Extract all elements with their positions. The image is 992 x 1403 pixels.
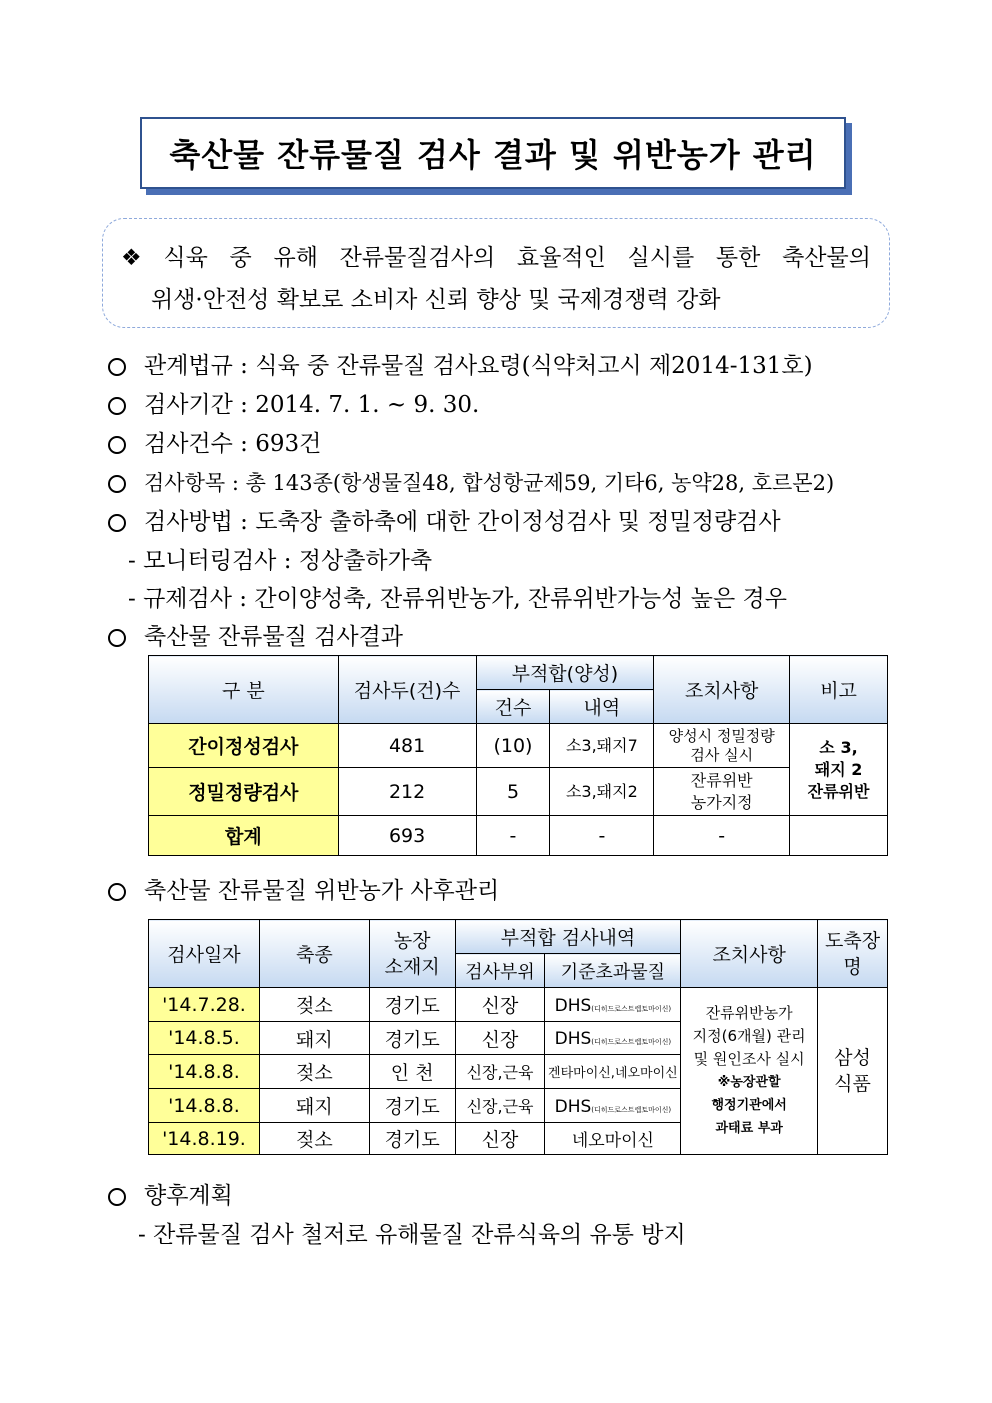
header-action: 조치사항 — [681, 920, 818, 988]
header-nonconform: 부적합(양성) — [476, 656, 654, 690]
circle-bullet-icon — [108, 475, 126, 493]
results-table — [148, 655, 888, 856]
header-location: 농장 소재지 — [369, 920, 455, 988]
diamond-bullet-icon: ❖ — [121, 245, 142, 271]
bullet-law: 관계법규 : 식육 중 잔류물질 검사요령(식약처고시 제2014-131호) — [108, 347, 898, 386]
header-detail: 내역 — [550, 690, 654, 724]
header-substance: 기준초과물질 — [545, 954, 681, 988]
header-date: 검사일자 — [149, 920, 260, 988]
header-category: 구 분 — [149, 656, 339, 724]
bullet-method: 검사방법 : 도축장 출하축에 대한 간이정성검사 및 정밀정량검사 — [108, 503, 898, 542]
remark-cell: 소 3, 돼지 2 잔류위반 — [790, 724, 888, 816]
table-row: '14.7.28. 젖소 경기도 신장 DHS(디히드로스트렙토마이신) 잔류위반농가 지정(6개월) 관리 및 원인조사 실시 ※농장관할 행정기관에서 과태료 부과 삼성 식품 — [149, 988, 888, 1022]
summary-line-1: ❖ 식육 중 유해 잔류물질검사의 효율적인 실시를 통한 축산물의 — [121, 237, 871, 279]
header-count: 건수 — [476, 690, 550, 724]
header-part: 검사부위 — [455, 954, 545, 988]
summary-line-2: 위생·안전성 확보로 소비자 신뢰 향상 및 국제경쟁력 강화 — [151, 287, 721, 313]
header-nonconform-detail: 부적합 검사내역 — [455, 920, 681, 954]
section-management-heading: 축산물 잔류물질 위반농가 사후관리 — [108, 872, 499, 911]
management-table — [148, 919, 888, 1155]
bullet-period: 검사기간 : 2014. 7. 1. ~ 9. 30. — [108, 386, 898, 425]
circle-bullet-icon — [108, 883, 126, 901]
circle-bullet-icon — [108, 629, 126, 647]
table-row: '14.8.8. 젖소 인 천 신장,근육 겐타마이신,네오마이신 — [149, 1055, 888, 1089]
slaughterhouse-cell: 삼성 식품 — [818, 988, 888, 1155]
overview-list — [108, 347, 898, 657]
table-row: '14.8.5. 돼지 경기도 신장 DHS(디히드로스트렙토마이신) — [149, 1022, 888, 1055]
circle-bullet-icon — [108, 397, 126, 415]
circle-bullet-icon — [108, 358, 126, 376]
action-cell: 잔류위반농가 지정(6개월) 관리 및 원인조사 실시 ※농장관할 행정기관에서 과태료 부과 — [681, 988, 818, 1155]
section-results-heading: 축산물 잔류물질 검사결과 — [108, 618, 898, 657]
header-slaughterhouse: 도축장 명 — [818, 920, 888, 988]
sub-item-regulatory: - 규제검사 : 간이양성축, 잔류위반농가, 잔류위반가능성 높은 경우 — [128, 586, 787, 612]
document-title: 축산물 잔류물질 검사 결과 및 위반농가 관리 — [140, 117, 846, 189]
bullet-items: 검사항목 : 총 143종(항생물질48, 합성항균제59, 기타6, 농약28, 호르몬2) — [108, 464, 898, 503]
section-plan-heading: 향후계획 — [108, 1177, 686, 1216]
circle-bullet-icon — [108, 514, 126, 532]
table-row: '14.8.8. 돼지 경기도 신장,근육 DHS(디히드로스트렙토마이신) — [149, 1089, 888, 1123]
title-block — [140, 117, 846, 189]
header-tested: 검사두(건)수 — [338, 656, 476, 724]
future-plan — [108, 1177, 686, 1254]
header-species: 축종 — [259, 920, 369, 988]
table-row: 간이정성검사 481 (10) 소3,돼지7 양성시 정밀정량 검사 실시 소 3, 돼지 2 잔류위반 — [149, 724, 888, 768]
table-row: '14.8.19. 젖소 경기도 신장 네오마이신 — [149, 1123, 888, 1155]
header-action: 조치사항 — [654, 656, 790, 724]
bullet-count: 검사건수 : 693건 — [108, 425, 898, 464]
table-row: 정밀정량검사 212 5 소3,돼지2 잔류위반 농가지정 — [149, 768, 888, 816]
circle-bullet-icon — [108, 1188, 126, 1206]
header-remark: 비고 — [790, 656, 888, 724]
summary-box — [102, 218, 890, 328]
table-row-total: 합계 693 - - - — [149, 816, 888, 856]
plan-item: - 잔류물질 검사 철저로 유해물질 잔류식육의 유통 방지 — [138, 1222, 686, 1248]
circle-bullet-icon — [108, 436, 126, 454]
sub-item-monitoring: - 모니터링검사 : 정상출하가축 — [128, 548, 433, 574]
